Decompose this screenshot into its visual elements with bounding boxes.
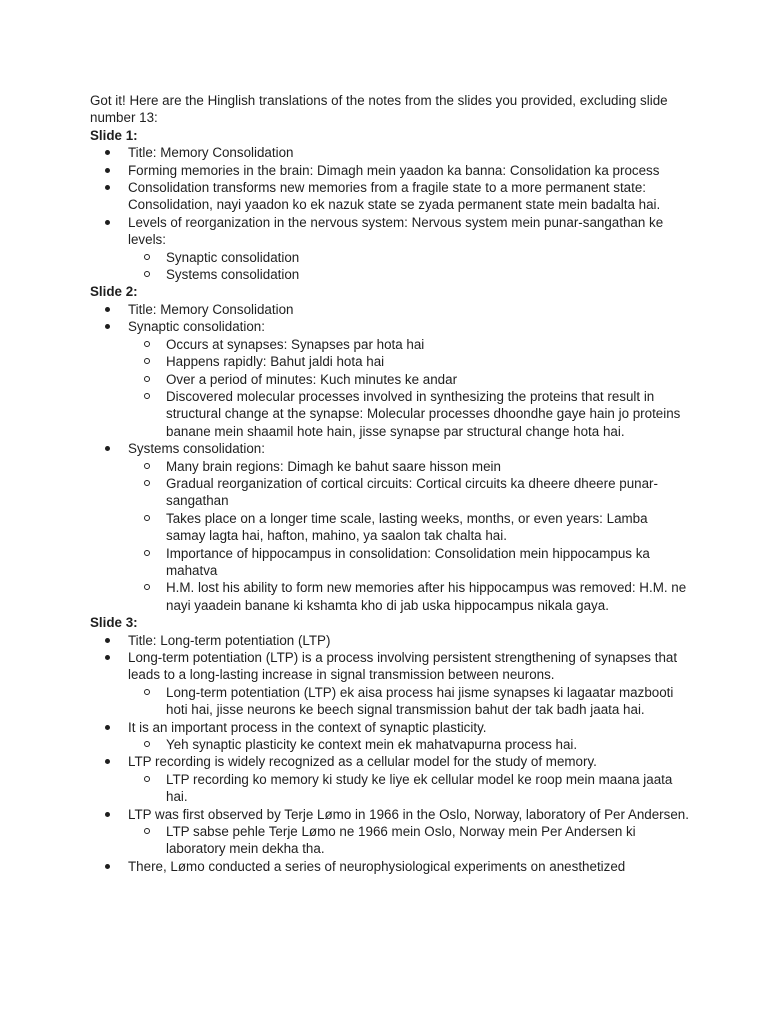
sub-bullet-item: Importance of hippocampus in consolidation: Consolidation mein hippocampus ka mahatva <box>90 545 690 580</box>
bullet-item: Long-term potentiation (LTP) is a process involving persistent strengthening of synapses that leads to a long-lasting increase in signal transmission between neurons. <box>90 649 690 684</box>
slide-heading: Slide 1: <box>90 127 138 143</box>
bullet-item: Levels of reorganization in the nervous system: Nervous system mein punar-sangathan ke levels: <box>90 214 690 249</box>
sub-bullet-item: Over a period of minutes: Kuch minutes ke andar <box>90 371 690 388</box>
sub-bullet-item: Occurs at synapses: Synapses par hota hai <box>90 336 690 353</box>
bullet-item: LTP recording is widely recognized as a cellular model for the study of memory. <box>90 753 690 770</box>
bullet-item: Consolidation transforms new memories from a fragile state to a more permanent state: Consolidation, nayi yaadon ko ek nazuk state se zyada permanent state mein badalta hai. <box>90 179 690 214</box>
bullet-item: Systems consolidation: <box>90 440 690 457</box>
bullet-list <box>90 144 690 283</box>
sub-bullet-item: H.M. lost his ability to form new memories after his hippocampus was removed: H.M. ne nayi yaadein banane ki kshamta kho di jab uska hippocampus nikala gaya. <box>90 579 690 614</box>
sub-bullet-item: Takes place on a longer time scale, lasting weeks, months, or even years: Lamba samay lagta hai, hafton, mahino, ya saalon tak chalta hai. <box>90 510 690 545</box>
document-page <box>90 92 690 875</box>
bullet-item: Title: Memory Consolidation <box>90 301 690 318</box>
sub-bullet-item: Systems consolidation <box>90 266 690 283</box>
sub-bullet-item: LTP recording ko memory ki study ke liye ek cellular model ke roop mein maana jaata hai. <box>90 771 690 806</box>
sub-bullet-item: Happens rapidly: Bahut jaldi hota hai <box>90 353 690 370</box>
sub-bullet-item: Many brain regions: Dimagh ke bahut saare hisson mein <box>90 458 690 475</box>
slides-container <box>90 127 690 875</box>
bullet-item: LTP was first observed by Terje Lømo in 1966 in the Oslo, Norway, laboratory of Per Andersen. <box>90 806 690 823</box>
bullet-item: Forming memories in the brain: Dimagh mein yaadon ka banna: Consolidation ka process <box>90 162 690 179</box>
bullet-item: Title: Long-term potentiation (LTP) <box>90 632 690 649</box>
sub-bullet-item: Gradual reorganization of cortical circuits: Cortical circuits ka dheere dheere punar-sangathan <box>90 475 690 510</box>
slide-heading: Slide 3: <box>90 615 138 631</box>
sub-bullet-item: Discovered molecular processes involved in synthesizing the proteins that result in structural change at the synapse: Molecular processes dhoondhe gaye hain jo proteins banane mein shaamil hote hain, jisse synapse par structural change hota hai. <box>90 388 690 440</box>
intro-paragraph: Got it! Here are the Hinglish translations of the notes from the slides you provided, excluding slide number 13: <box>90 93 668 126</box>
bullet-item: It is an important process in the context of synaptic plasticity. <box>90 719 690 736</box>
sub-bullet-item: Yeh synaptic plasticity ke context mein ek mahatvapurna process hai. <box>90 736 690 753</box>
sub-bullet-item: LTP sabse pehle Terje Lømo ne 1966 mein Oslo, Norway mein Per Andersen ki laboratory mein dekha tha. <box>90 823 690 858</box>
sub-bullet-item: Synaptic consolidation <box>90 249 690 266</box>
bullet-item: Title: Memory Consolidation <box>90 144 690 161</box>
bullet-list <box>90 632 690 876</box>
sub-bullet-item: Long-term potentiation (LTP) ek aisa process hai jisme synapses ki lagaatar mazbooti hoti hai, jisse neurons ke beech signal transmission bahut der tak badh jaata hai. <box>90 684 690 719</box>
bullet-item: There, Lømo conducted a series of neurophysiological experiments on anesthetized <box>90 858 690 875</box>
bullet-item: Synaptic consolidation: <box>90 318 690 335</box>
slide-heading: Slide 2: <box>90 284 138 300</box>
bullet-list <box>90 301 690 614</box>
